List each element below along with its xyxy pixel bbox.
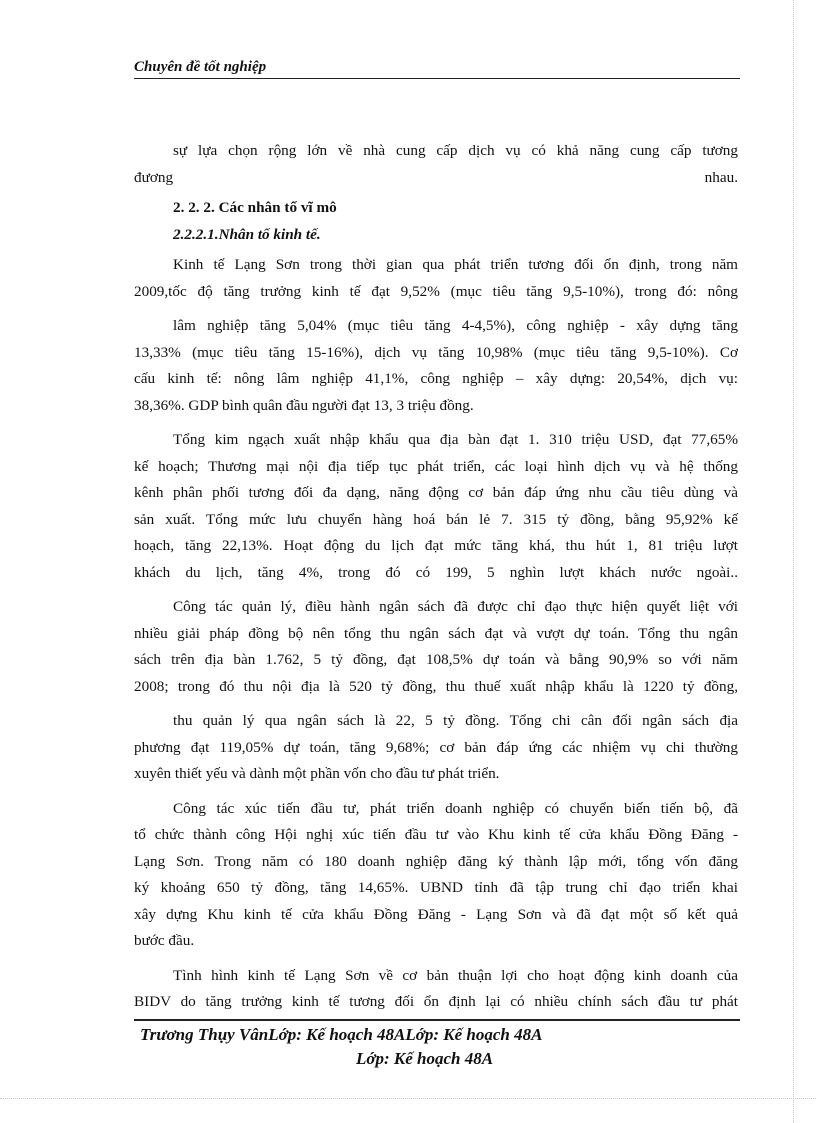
text-line: Tình hình kinh tế Lạng Sơn về cơ bản thuận lợi cho hoạt động kinh doanh của [173,966,738,984]
text-line: phương đạt 119,05% dự toán, tăng 9,68%; cơ bản đáp ứng các nhiệm vụ chi thường [134,738,738,756]
text-line: Tổng kim ngạch xuất nhập khẩu qua địa bàn đạt 1. 310 triệu USD, đạt 77,65% [173,431,738,448]
text-fragment: đương [134,168,174,186]
text-line: ký khoảng 650 tỷ đồng, tăng 14,65%. UBND tỉnh đã tập trung chỉ đạo triển khai [134,879,738,896]
text-line: xây dựng Khu kinh tế cửa khẩu Đồng Đăng - Lạng Sơn và đã đạt một số kết quả [134,905,738,923]
paragraph-intro [134,138,738,191]
text-line: lâm nghiệp tăng 5,04% (mục tiêu tăng 4-4,5%), công nghiệp - xây dựng tăng [173,317,738,334]
paragraph-economy [134,252,738,305]
subsection-heading: 2.2.2.1.Nhân tố kinh tế. [173,225,321,243]
text-line: tổ chức thành công Hội nghị xúc tiến đầu tư vào Khu kinh tế cửa khẩu Đồng Đăng - [134,826,738,843]
text-line: Công tác quản lý, điều hành ngân sách đã được chỉ đạo thực hiện quyết liệt với [173,598,738,615]
paragraph-budget [134,594,738,700]
section-heading: 2. 2. 2. Các nhân tố vĩ mô [173,199,337,216]
text-line: kế hoạch; Thương mại nội địa tiếp tục phát triển, các loại hình dịch vụ và hệ thống [134,457,738,475]
text-line: Kinh tế Lạng Sơn trong thời gian qua phát triển tương đối ổn định, trong năm [173,256,738,273]
page-footer [134,1019,740,1068]
page-margin-divider [793,0,794,1123]
text-line: Công tác xúc tiến đầu tư, phát triển doanh nghiệp có chuyển biến tiến bộ, đã [173,799,738,817]
page-header [134,56,740,79]
text-line: sự lựa chọn rộng lớn về nhà cung cấp dịch vụ có khả năng cung cấp tương [173,142,738,159]
footer-author-line: Trương Thụy VânLớp: Kế hoạch 48ALớp: Kế hoạch 48A [140,1025,543,1044]
paragraph-spending [134,708,738,788]
text-line: 2008; trong đó thu nội địa là 520 tỷ đồng, thu thuế xuất nhập khẩu là 1220 tỷ đồng, [134,677,738,695]
text-line: kênh phân phối tương đối đa dạng, năng động cơ bản đáp ứng nhu cầu tiêu dùng và [134,484,738,501]
paragraph-bidv [134,963,738,1016]
text-line: Lạng Sơn. Trong năm có 180 doanh nghiệp đăng ký thành lập mới, tổng vốn đăng [134,852,738,870]
text-line: 2009,tốc độ tăng trưởng kinh tế đạt 9,52% (mục tiêu tăng 9,5-10%), trong đó: nông [134,282,738,300]
text-line: nhiều giải pháp đồng bộ nên tổng thu ngân sách đạt và vượt dự toán. Tổng thu ngân [134,624,738,642]
text-line: hoạch, tăng 22,13%. Hoạt động du lịch đạt mức tăng khá, thu hút 1, 81 triệu lượt [134,537,738,554]
page-edge-divider [0,1098,816,1099]
text-line: xuyên thiết yếu và dành một phần vốn cho đầu tư phát triển. [134,765,500,782]
document-body [134,138,738,1016]
text-line: BIDV do tăng trưởng kinh tế tương đối ổn định lại có nhiều chính sách đầu tư phát [134,993,738,1010]
paragraph-structure [134,313,738,419]
footer-class-line: Lớp: Kế hoạch 48A [356,1049,494,1068]
text-line: cấu kinh tế: nông lâm nghiệp 41,1%, công nghiệp – xây dựng: 20,54%, dịch vụ: [134,370,738,387]
header-title: Chuyên đề tốt nghiệp [134,59,267,75]
text-line: sách trên địa bàn 1.762, 5 tỷ đồng, đạt 108,5% dự toán và bằng 90,9% so với năm [134,651,738,668]
text-fragment: nhau. [704,168,738,186]
paragraph-investment [134,796,738,955]
text-line: sản xuất. Tổng mức lưu chuyển hàng hoá bán lẻ 7. 315 tỷ đồng, bằng 95,92% kế [134,510,738,528]
text-line: khách du lịch, tăng 4%, trong đó có 199, 5 nghìn lượt khách nước ngoài.. [134,563,738,581]
text-line [134,165,738,192]
text-line: bước đầu. [134,932,195,949]
text-line: 38,36%. GDP bình quân đầu người đạt 13, 3 triệu đồng. [134,396,474,414]
paragraph-trade [134,427,738,586]
text-line: 13,33% (mục tiêu tăng 15-16%), dịch vụ tăng 10,98% (mục tiêu tăng 9,5-10%). Cơ [134,343,738,361]
text-line: thu quản lý qua ngân sách là 22, 5 tỷ đồng. Tổng chi cân đối ngân sách địa [173,712,738,729]
